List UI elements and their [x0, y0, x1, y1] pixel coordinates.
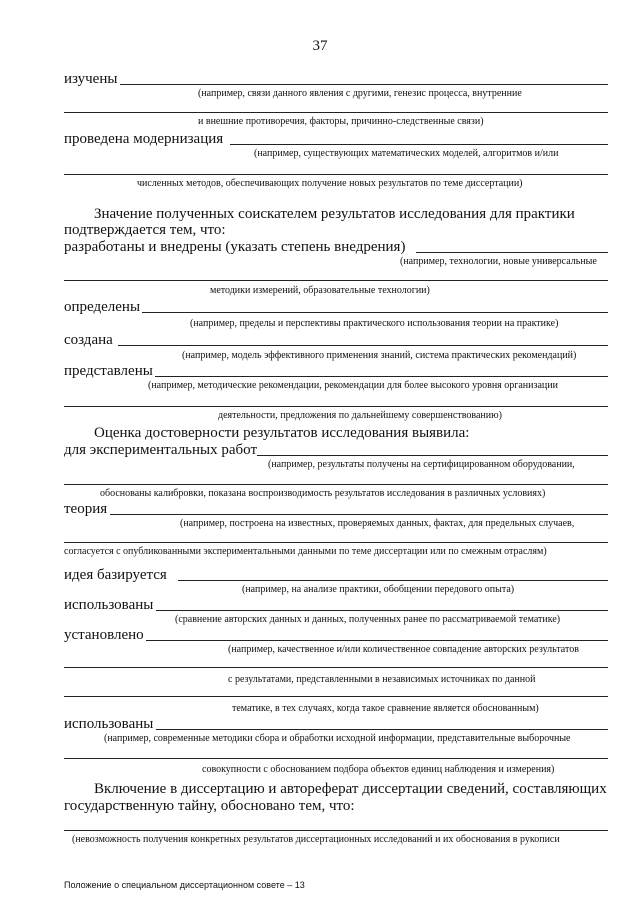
note: с результатами, представленными в независимых источниках по данной — [228, 674, 536, 685]
fill-line — [156, 729, 608, 730]
fill-line — [155, 376, 608, 377]
label-sozdana: создана — [64, 332, 113, 348]
paragraph-vkluchenie: Включение в диссертацию и автореферат диссертации сведений, составляющих — [94, 781, 607, 797]
footer: Положение о специальном диссертационном совете – 13 — [64, 880, 305, 890]
note: (например, связи данного явления с другими, генезис процесса, внутренние — [198, 88, 522, 99]
note: деятельности, предложения по дальнейшему совершенствованию) — [218, 410, 502, 421]
note: (например, на анализе практики, обобщении передового опыта) — [242, 584, 515, 595]
label-opredeleny: определены — [64, 299, 141, 315]
fill-line — [142, 312, 608, 313]
paragraph-znachenie: Значение полученных соискателем результатов исследования для практики — [94, 206, 575, 222]
label-eksper: для экспериментальных работ — [64, 442, 258, 458]
note: (например, построена на известных, проверяемых данных, фактах, для предельных случаев, — [180, 518, 575, 529]
fill-line — [64, 696, 608, 697]
note: (например, модель эффективного применения знаний, система практических рекомендаций) — [182, 350, 577, 361]
paragraph-znachenie-cont: подтверждается тем, что: — [64, 222, 226, 238]
fill-line — [120, 84, 608, 85]
fill-line — [64, 112, 608, 113]
fill-line — [230, 144, 608, 145]
fill-line — [416, 252, 608, 253]
note: методики измерений, образовательные технологии) — [210, 285, 430, 296]
fill-line — [64, 280, 608, 281]
fill-line — [64, 667, 608, 668]
fill-line — [178, 580, 608, 581]
label-razrabotany: разработаны и внедрены (указать степень внедрения) — [64, 239, 406, 255]
label-ustanovleno: установлено — [64, 627, 144, 643]
page-number: 37 — [312, 38, 328, 54]
fill-line — [64, 830, 608, 831]
note: совокупности с обоснованием подбора объектов единиц наблюдения и измерения) — [202, 764, 555, 775]
fill-line — [64, 484, 608, 485]
note: (например, методические рекомендации, рекомендации для более высокого уровня организации — [148, 380, 558, 391]
fill-line — [156, 610, 608, 611]
fill-line — [64, 758, 608, 759]
label-ispolzovany: использованы — [64, 597, 154, 613]
label-predstavleny: представлены — [64, 363, 153, 379]
label-teoriya: теория — [64, 501, 108, 517]
fill-line — [118, 345, 608, 346]
fill-line — [110, 514, 608, 515]
note: тематике, в тех случаях, когда такое сравнение является обоснованным) — [232, 703, 539, 714]
label-ispolzovany-2: использованы — [64, 716, 154, 732]
note: (например, результаты получены на сертифицированном оборудовании, — [268, 459, 575, 470]
label-izucheny: изучены — [64, 71, 118, 87]
note: (например, современные методики сбора и обработки исходной информации, представительные выборочные — [104, 733, 571, 744]
paragraph-otsenka: Оценка достоверности результатов исследования выявила: — [94, 425, 470, 441]
note: (невозможность получения конкретных результатов диссертационных исследований и их обоснования в рукописи — [72, 834, 560, 845]
note: (например, технологии, новые универсальные — [400, 256, 597, 267]
fill-line — [257, 455, 608, 456]
note: (например, качественное и/или количественное совпадение авторских результатов — [228, 644, 579, 655]
note: обоснованы калибровки, показана воспроизводимость результатов исследования в различных условиях) — [100, 488, 546, 499]
fill-line — [146, 640, 608, 641]
label-modernizatsiya: проведена модернизация — [64, 131, 224, 147]
paragraph-vkluchenie-cont: государственную тайну, обосновано тем, что: — [64, 798, 355, 814]
fill-line — [64, 174, 608, 175]
note: (например, пределы и перспективы практического использования теории на практике) — [190, 318, 559, 329]
fill-line — [64, 542, 608, 543]
note: численных методов, обеспечивающих получение новых результатов по теме диссертации) — [137, 178, 523, 189]
note: (сравнение авторских данных и данных, полученных ранее по рассматриваемой тематике) — [175, 614, 561, 625]
note: (например, существующих математических моделей, алгоритмов и/или — [254, 148, 559, 159]
note: и внешние противоречия, факторы, причинно-следственные связи) — [198, 116, 484, 127]
note: согласуется с опубликованными экспериментальными данными по теме диссертации или по смежным отраслям) — [64, 546, 547, 557]
label-ideya: идея базируется — [64, 567, 167, 583]
fill-line — [64, 406, 608, 407]
